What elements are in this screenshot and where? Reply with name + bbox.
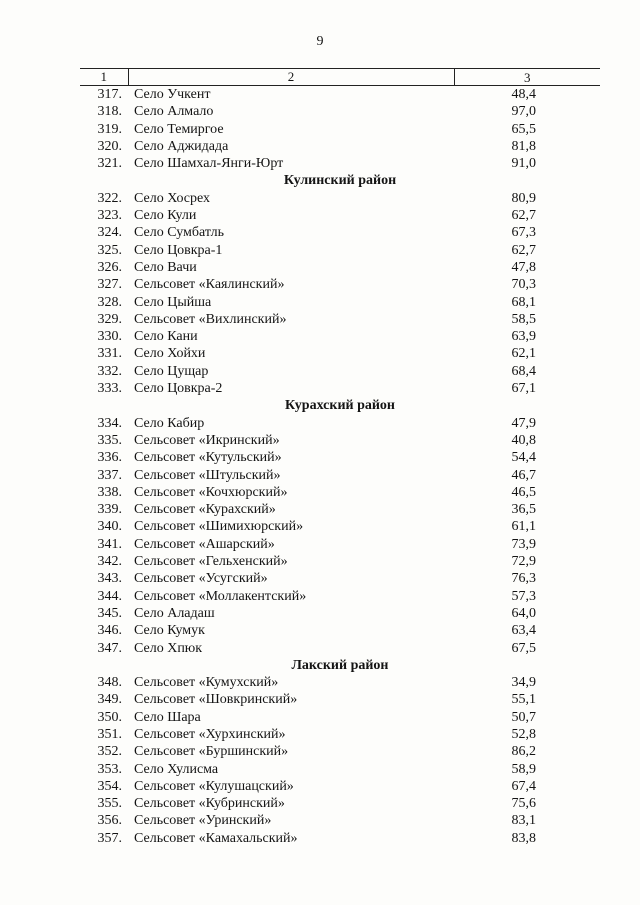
settlement-name: Сельсовет «Кулушацский» bbox=[134, 778, 294, 794]
table-row bbox=[80, 484, 600, 501]
row-number: 324. bbox=[97, 225, 122, 241]
row-number: 354. bbox=[97, 778, 122, 794]
table-row bbox=[80, 155, 600, 172]
row-number: 340. bbox=[97, 519, 122, 535]
row-value: 62,1 bbox=[511, 346, 536, 362]
table-row bbox=[80, 501, 600, 518]
page-number: 9 bbox=[316, 34, 324, 49]
column-header-value: 3 bbox=[454, 69, 600, 86]
table-row bbox=[80, 830, 600, 847]
row-number: 357. bbox=[97, 830, 122, 846]
row-value: 67,5 bbox=[511, 640, 536, 656]
row-number: 330. bbox=[97, 329, 122, 345]
row-value: 97,0 bbox=[511, 104, 536, 120]
table-row bbox=[80, 328, 600, 345]
table-row bbox=[80, 380, 600, 397]
settlement-name: Село Алмало bbox=[134, 104, 214, 120]
settlement-name: Сельсовет «Шовкринский» bbox=[134, 692, 298, 708]
row-value: 58,9 bbox=[511, 761, 536, 777]
table-row bbox=[80, 415, 600, 432]
table-row bbox=[80, 190, 600, 207]
row-value: 46,5 bbox=[511, 484, 536, 500]
settlement-name: Село Кумук bbox=[134, 623, 205, 639]
row-number: 352. bbox=[97, 744, 122, 760]
settlement-name: Сельсовет «Шимихюрский» bbox=[134, 519, 304, 535]
settlement-name: Сельсовет «Икринский» bbox=[134, 432, 280, 448]
settlement-name: Село Шара bbox=[134, 709, 201, 725]
row-value: 47,9 bbox=[511, 415, 536, 431]
table-row bbox=[80, 691, 600, 708]
row-value: 73,9 bbox=[511, 536, 536, 552]
row-value: 34,9 bbox=[511, 675, 536, 691]
row-value: 63,9 bbox=[511, 329, 536, 345]
row-value: 91,0 bbox=[511, 156, 536, 172]
row-number: 326. bbox=[97, 259, 122, 275]
table-row bbox=[80, 224, 600, 241]
settlement-name: Сельсовет «Кутульский» bbox=[134, 450, 282, 466]
row-number: 318. bbox=[97, 104, 122, 120]
district-header-row bbox=[80, 172, 600, 189]
row-number: 333. bbox=[97, 381, 122, 397]
settlement-name: Село Кабир bbox=[134, 415, 205, 431]
district-header-row bbox=[80, 397, 600, 414]
row-number: 325. bbox=[97, 242, 122, 258]
column-header-name: 2 bbox=[128, 69, 454, 86]
row-value: 50,7 bbox=[511, 709, 536, 725]
table-row bbox=[80, 449, 600, 466]
row-value: 67,1 bbox=[511, 381, 536, 397]
settlement-name: Село Хулисма bbox=[134, 761, 219, 777]
settlement-name: Село Аджидада bbox=[134, 138, 229, 154]
settlement-name: Сельсовет «Каялинский» bbox=[134, 277, 285, 293]
settlement-name: Село Кани bbox=[134, 329, 198, 345]
table-row bbox=[80, 553, 600, 570]
row-value: 83,1 bbox=[511, 813, 536, 829]
settlement-name: Село Цущар bbox=[134, 363, 209, 379]
row-value: 64,0 bbox=[511, 605, 536, 621]
settlement-name: Село Хосрех bbox=[134, 190, 211, 206]
table-row bbox=[80, 121, 600, 138]
row-number: 337. bbox=[97, 467, 122, 483]
settlement-name: Село Цовкра-2 bbox=[134, 381, 223, 397]
row-value: 58,5 bbox=[511, 311, 536, 327]
row-number: 331. bbox=[97, 346, 122, 362]
row-number: 356. bbox=[97, 813, 122, 829]
row-value: 62,7 bbox=[511, 242, 536, 258]
settlement-name: Сельсовет «Уринский» bbox=[134, 813, 272, 829]
row-value: 68,1 bbox=[511, 294, 536, 310]
table-row bbox=[80, 518, 600, 535]
row-value: 72,9 bbox=[511, 554, 536, 570]
row-number: 350. bbox=[97, 709, 122, 725]
table-row bbox=[80, 242, 600, 259]
row-number: 355. bbox=[97, 796, 122, 812]
table-row bbox=[80, 743, 600, 760]
table-row bbox=[80, 795, 600, 812]
row-value: 67,3 bbox=[511, 225, 536, 241]
column-header-number: 1 bbox=[80, 69, 128, 86]
table-row bbox=[80, 812, 600, 829]
row-number: 349. bbox=[97, 692, 122, 708]
table-row bbox=[80, 536, 600, 553]
table-row bbox=[80, 622, 600, 639]
settlement-name: Сельсовет «Усугский» bbox=[134, 571, 268, 587]
row-number: 347. bbox=[97, 640, 122, 656]
settlement-name: Сельсовет «Моллакентский» bbox=[134, 588, 307, 604]
row-value: 40,8 bbox=[511, 432, 536, 448]
settlement-name: Сельсовет «Кочхюрский» bbox=[134, 484, 288, 500]
settlement-name: Село Сумбатль bbox=[134, 225, 224, 241]
table-row bbox=[80, 103, 600, 120]
settlement-name: Село Темиргое bbox=[134, 121, 224, 137]
row-number: 329. bbox=[97, 311, 122, 327]
row-value: 48,4 bbox=[511, 87, 536, 102]
settlement-name: Сельсовет «Камахальский» bbox=[134, 830, 298, 846]
table-row bbox=[80, 86, 600, 104]
row-value: 68,4 bbox=[511, 363, 536, 379]
table-row bbox=[80, 778, 600, 795]
row-value: 67,4 bbox=[511, 778, 536, 794]
row-number: 342. bbox=[97, 554, 122, 570]
row-number: 338. bbox=[97, 484, 122, 500]
row-number: 321. bbox=[97, 156, 122, 172]
row-value: 86,2 bbox=[511, 744, 536, 760]
row-number: 334. bbox=[97, 415, 122, 431]
row-value: 80,9 bbox=[511, 190, 536, 206]
row-number: 319. bbox=[97, 121, 122, 137]
table-body bbox=[80, 86, 600, 848]
table-row bbox=[80, 207, 600, 224]
row-number: 351. bbox=[97, 726, 122, 742]
row-value: 36,5 bbox=[511, 502, 536, 518]
row-number: 322. bbox=[97, 190, 122, 206]
settlement-name: Сельсовет «Курахский» bbox=[134, 502, 276, 518]
row-number: 336. bbox=[97, 450, 122, 466]
table-header bbox=[80, 69, 600, 86]
table-row bbox=[80, 259, 600, 276]
settlement-name: Село Учкент bbox=[134, 87, 211, 102]
row-number: 332. bbox=[97, 363, 122, 379]
row-value: 52,8 bbox=[511, 726, 536, 742]
row-value: 70,3 bbox=[511, 277, 536, 293]
row-number: 323. bbox=[97, 208, 122, 224]
settlement-name: Село Хпюк bbox=[134, 640, 203, 656]
row-number: 348. bbox=[97, 675, 122, 691]
row-number: 328. bbox=[97, 294, 122, 310]
district-header-row bbox=[80, 657, 600, 674]
row-number: 345. bbox=[97, 605, 122, 621]
table-row bbox=[80, 345, 600, 362]
district-name: Лакский район bbox=[291, 657, 389, 673]
district-name: Курахский район bbox=[284, 398, 396, 414]
row-number: 343. bbox=[97, 571, 122, 587]
table-row bbox=[80, 138, 600, 155]
row-number: 327. bbox=[97, 277, 122, 293]
row-value: 47,8 bbox=[511, 259, 536, 275]
row-number: 335. bbox=[97, 432, 122, 448]
settlement-name: Сельсовет «Вихлинский» bbox=[134, 311, 287, 327]
settlement-name: Сельсовет «Штульский» bbox=[134, 467, 281, 483]
settlement-name: Сельсовет «Хурхинский» bbox=[134, 726, 286, 742]
settlement-name: Сельсовет «Буршинский» bbox=[134, 744, 289, 760]
row-value: 46,7 bbox=[511, 467, 536, 483]
table-row bbox=[80, 588, 600, 605]
settlement-name: Село Хойхи bbox=[134, 346, 206, 362]
settlements-table bbox=[80, 68, 600, 847]
settlement-name: Село Аладаш bbox=[134, 605, 215, 621]
row-number: 341. bbox=[97, 536, 122, 552]
row-value: 83,8 bbox=[511, 830, 536, 846]
table-row bbox=[80, 276, 600, 293]
settlement-name: Сельсовет «Ашарский» bbox=[134, 536, 275, 552]
table-row bbox=[80, 570, 600, 587]
table-row bbox=[80, 709, 600, 726]
settlement-name: Село Цыйша bbox=[134, 294, 212, 310]
row-number: 320. bbox=[97, 138, 122, 154]
row-number: 346. bbox=[97, 623, 122, 639]
table-row bbox=[80, 363, 600, 380]
settlement-name: Село Вачи bbox=[134, 259, 197, 275]
row-number: 339. bbox=[97, 502, 122, 518]
settlement-name: Сельсовет «Кубринский» bbox=[134, 796, 285, 812]
row-value: 76,3 bbox=[511, 571, 536, 587]
row-value: 63,4 bbox=[511, 623, 536, 639]
row-value: 81,8 bbox=[511, 138, 536, 154]
row-value: 61,1 bbox=[511, 519, 536, 535]
settlement-name: Село Кули bbox=[134, 208, 197, 224]
row-value: 65,5 bbox=[511, 121, 536, 137]
table-row bbox=[80, 640, 600, 657]
table-row bbox=[80, 467, 600, 484]
table-row bbox=[80, 311, 600, 328]
row-value: 54,4 bbox=[511, 450, 536, 466]
row-value: 57,3 bbox=[511, 588, 536, 604]
row-number: 344. bbox=[97, 588, 122, 604]
row-number: 353. bbox=[97, 761, 122, 777]
settlement-name: Сельсовет «Гельхенский» bbox=[134, 554, 288, 570]
row-number: 317. bbox=[97, 87, 122, 102]
settlement-name: Село Шамхал-Янги-Юрт bbox=[134, 156, 284, 172]
settlement-name: Сельсовет «Кумухский» bbox=[134, 675, 279, 691]
row-value: 62,7 bbox=[511, 208, 536, 224]
table-row bbox=[80, 726, 600, 743]
table-row bbox=[80, 674, 600, 691]
row-value: 55,1 bbox=[511, 692, 536, 708]
table-row bbox=[80, 432, 600, 449]
table-row bbox=[80, 761, 600, 778]
settlement-name: Село Цовкра-1 bbox=[134, 242, 223, 258]
row-value: 75,6 bbox=[511, 796, 536, 812]
table-row bbox=[80, 605, 600, 622]
district-name: Кулинский район bbox=[283, 173, 397, 189]
table-row bbox=[80, 294, 600, 311]
